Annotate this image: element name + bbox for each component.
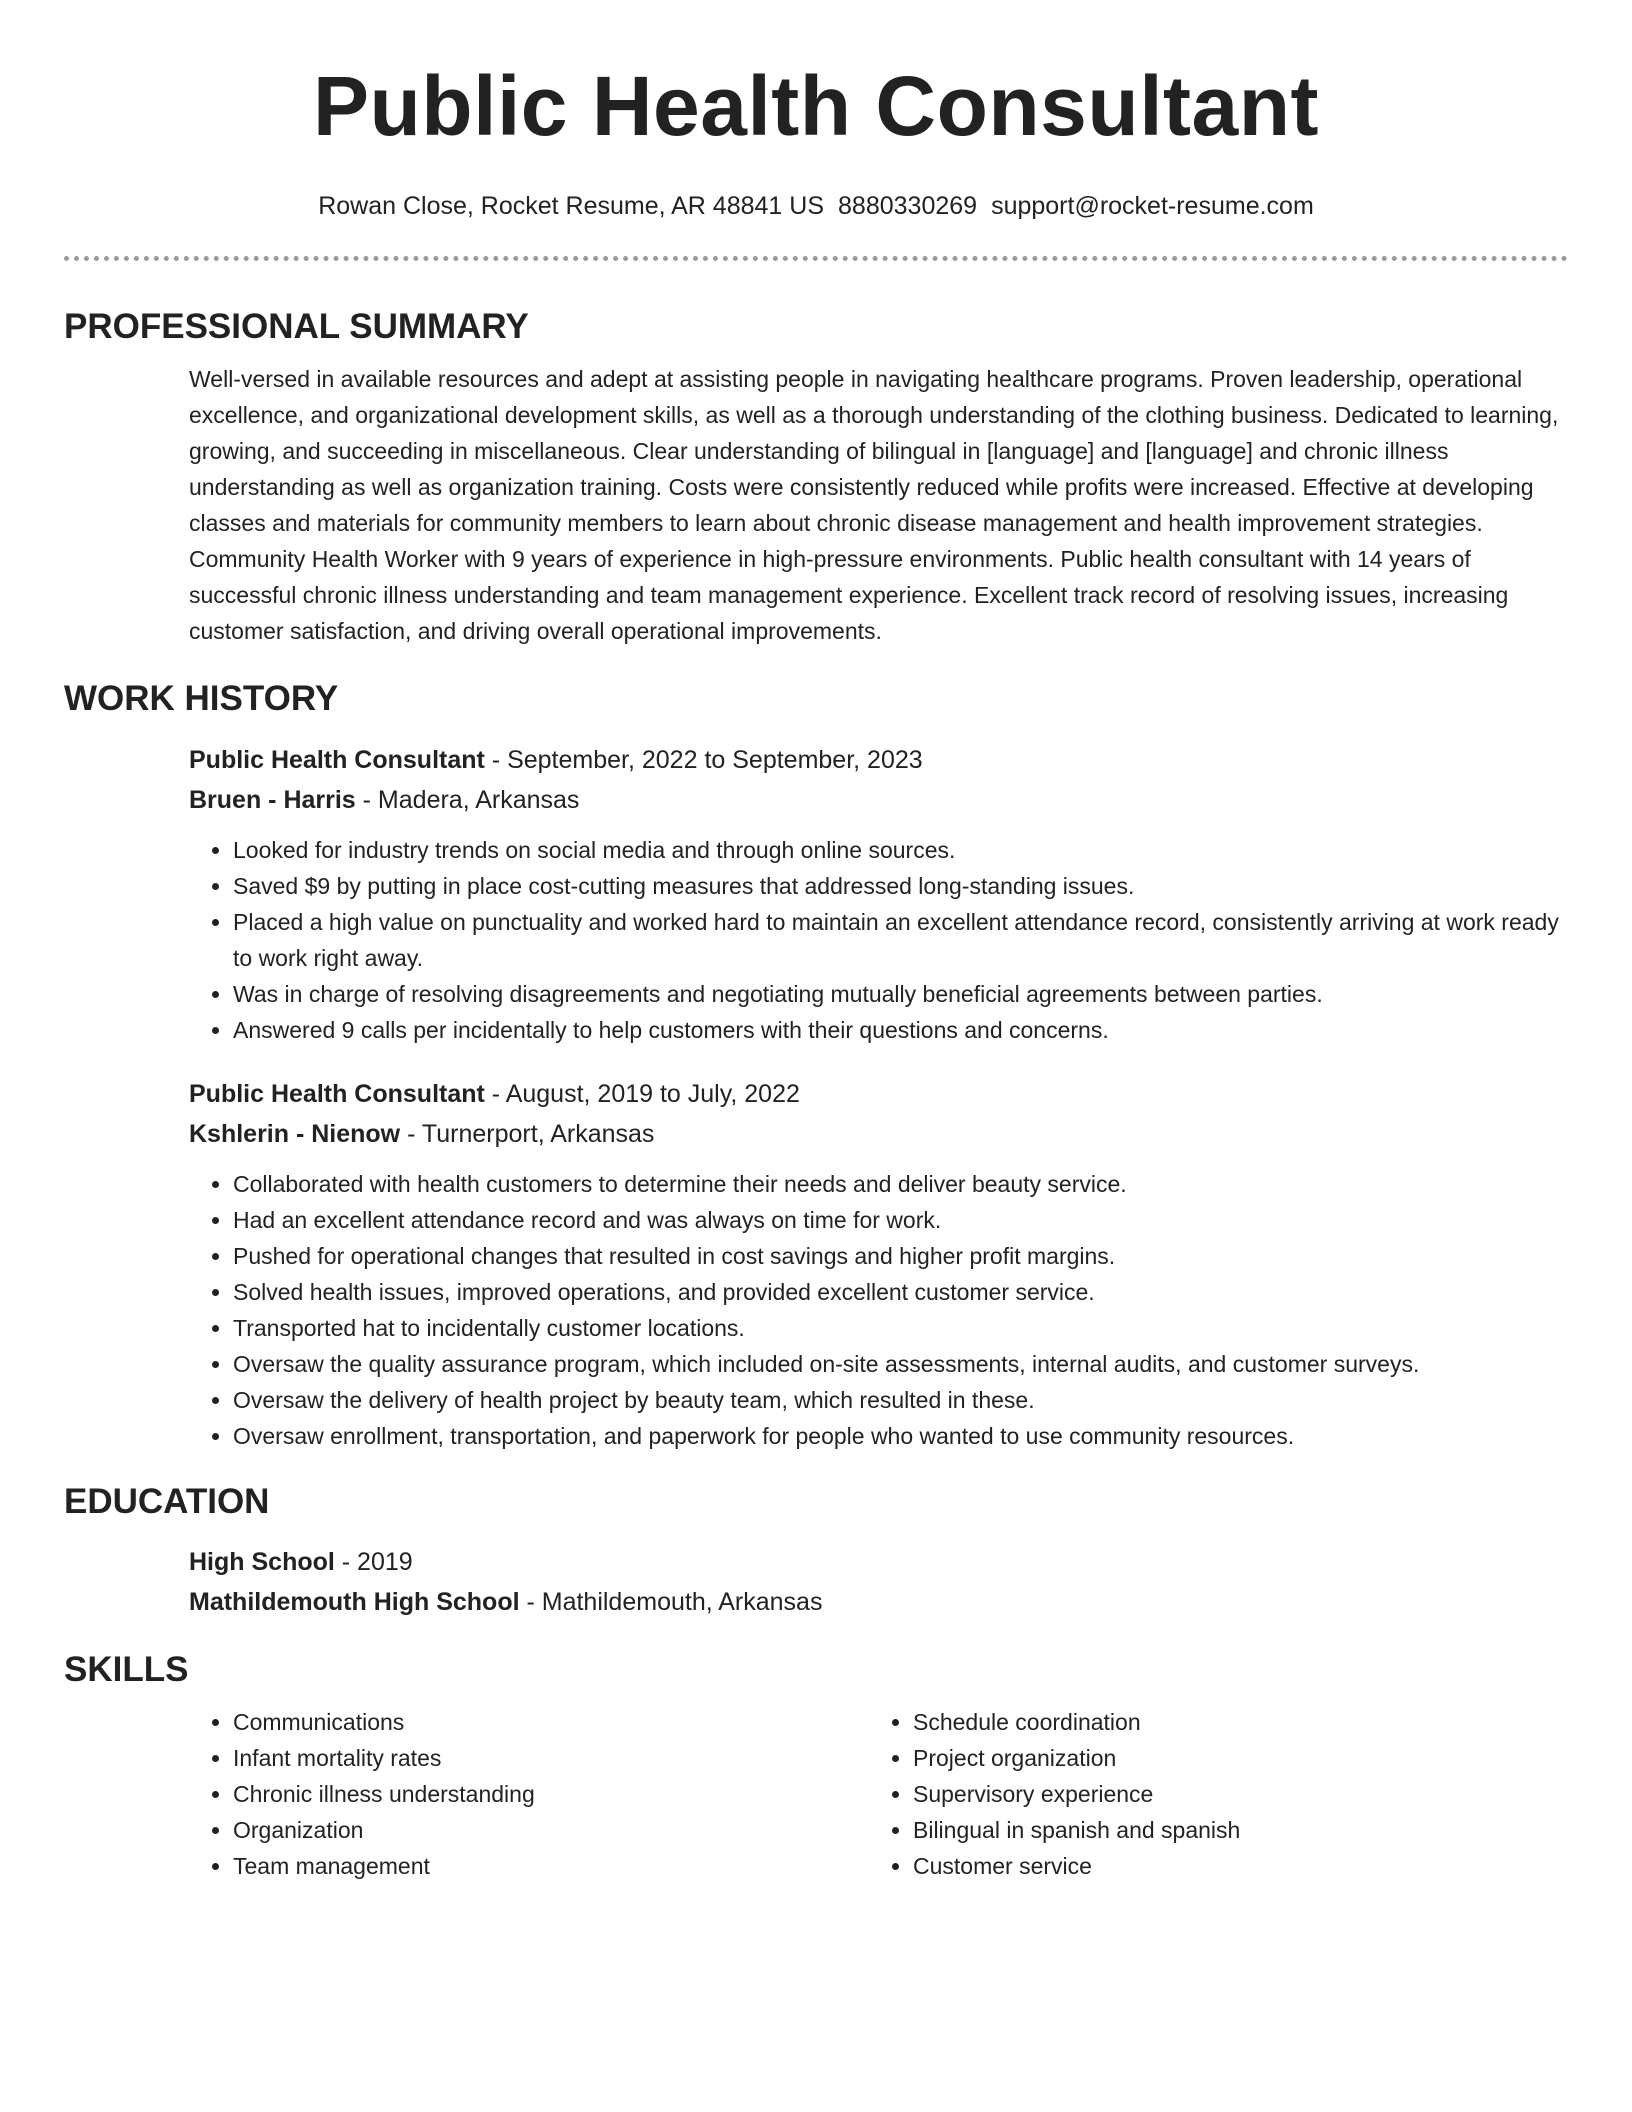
job-entry <box>189 1074 1568 1454</box>
list-item: • Oversaw enrollment, transportation, and paperwork for people who wanted to use community resources. <box>233 1418 1568 1454</box>
list-item: • Was in charge of resolving disagreements and negotiating mutually beneficial agreements between parties. <box>233 976 1568 1012</box>
contact-address: Rowan Close, Rocket Resume, AR 48841 US <box>318 192 825 220</box>
list-item: • Answered 9 calls per incidentally to help customers with their questions and concerns. <box>233 1012 1568 1048</box>
contact-phone: 8880330269 <box>838 192 978 220</box>
list-item: • Oversaw the delivery of health project by beauty team, which resulted in these. <box>233 1382 1568 1418</box>
summary-section <box>64 305 1568 649</box>
candidate-name: Public Health Consultant <box>312 59 1320 153</box>
job-company: Bruen - Harris <box>189 786 356 814</box>
summary-text: Well-versed in available resources and adept at assisting people in navigating healthcare programs. Proven leadership, operational excellence, and organizational development skills, as well as a thorough understanding of the clothing business. Dedicated to learning, growing, and succeeding in miscellaneous. Clear understanding of bilingual in [language] and [language] and chronic illness understanding as well as organization training. Costs were consistently reduced while profits were increased. Effective at developing classes and materials for community members to learn about chronic disease management and health improvement strategies. Community Health Worker with 9 years of experience in high-pressure environments. Public health consultant with 14 years of successful chronic illness understanding and team management experience. Excellent track record of resolving issues, increasing customer satisfaction, and driving overall operational improvements. <box>189 366 1559 644</box>
education-section <box>64 1480 1568 1622</box>
list-item: • Looked for industry trends on social media and through online sources. <box>233 832 1568 868</box>
list-item: • Transported hat to incidentally customer locations. <box>233 1310 1568 1346</box>
job-bullets <box>189 1166 1568 1454</box>
skill-item: • Chronic illness understanding <box>233 1776 869 1812</box>
list-item: • Placed a high value on punctuality and worked hard to maintain an excellent attendance record, consistently arriving at work ready to work right away. <box>233 904 1568 976</box>
skill-item: • Schedule coordination <box>913 1704 1549 1740</box>
education-degree: High School <box>189 1548 335 1576</box>
job-company-line <box>189 780 1568 820</box>
job-bullets <box>189 832 1568 1048</box>
skill-item: • Customer service <box>913 1848 1549 1884</box>
skill-item: • Infant mortality rates <box>233 1740 869 1776</box>
list-item: • Had an excellent attendance record and was always on time for work. <box>233 1202 1568 1238</box>
skills-grid <box>189 1704 1568 1884</box>
list-item: • Saved $9 by putting in place cost-cutting measures that addressed long-standing issues. <box>233 868 1568 904</box>
list-item: • Pushed for operational changes that resulted in cost savings and higher profit margins. <box>233 1238 1568 1274</box>
job-role: Public Health Consultant <box>189 746 485 774</box>
education-year: - 2019 <box>334 1548 413 1576</box>
skill-item: • Bilingual in spanish and spanish <box>913 1812 1549 1848</box>
education-school: Mathildemouth High School <box>189 1588 520 1616</box>
skills-column-left <box>189 1704 869 1884</box>
job-location: - Turnerport, Arkansas <box>400 1120 655 1148</box>
list-item: • Oversaw the quality assurance program, which included on-site assessments, internal audits, and customer surveys. <box>233 1346 1568 1382</box>
education-school-line <box>189 1582 1568 1622</box>
skill-item: • Team management <box>233 1848 869 1884</box>
contact-line <box>64 190 1568 222</box>
summary-heading: PROFESSIONAL SUMMARY <box>64 307 529 346</box>
job-dates: - September, 2022 to September, 2023 <box>484 746 923 774</box>
job-company: Kshlerin - Nienow <box>189 1120 401 1148</box>
skill-item: • Communications <box>233 1704 869 1740</box>
skill-item: • Organization <box>233 1812 869 1848</box>
skills-column-right <box>869 1704 1549 1884</box>
contact-email: support@rocket-resume.com <box>991 192 1314 220</box>
job-company-line <box>189 1114 1568 1154</box>
skill-item: • Supervisory experience <box>913 1776 1549 1812</box>
job-title-line <box>189 1074 1568 1114</box>
education-heading: EDUCATION <box>64 1482 270 1521</box>
skills-section <box>64 1648 1568 1884</box>
job-role: Public Health Consultant <box>189 1080 485 1108</box>
job-entry <box>189 740 1568 1048</box>
job-title-line <box>189 740 1568 780</box>
skill-item: • Project organization <box>913 1740 1549 1776</box>
resume-page <box>64 0 1568 1884</box>
header-divider <box>64 256 1568 261</box>
education-degree-line <box>189 1542 1568 1582</box>
job-dates: - August, 2019 to July, 2022 <box>484 1080 800 1108</box>
list-item: • Solved health issues, improved operations, and provided excellent customer service. <box>233 1274 1568 1310</box>
work-history-heading: WORK HISTORY <box>64 679 339 718</box>
work-history-section <box>64 677 1568 1454</box>
job-location: - Madera, Arkansas <box>355 786 580 814</box>
education-location: - Mathildemouth, Arkansas <box>519 1588 823 1616</box>
skills-heading: SKILLS <box>64 1650 189 1689</box>
list-item: • Collaborated with health customers to determine their needs and deliver beauty service. <box>233 1166 1568 1202</box>
